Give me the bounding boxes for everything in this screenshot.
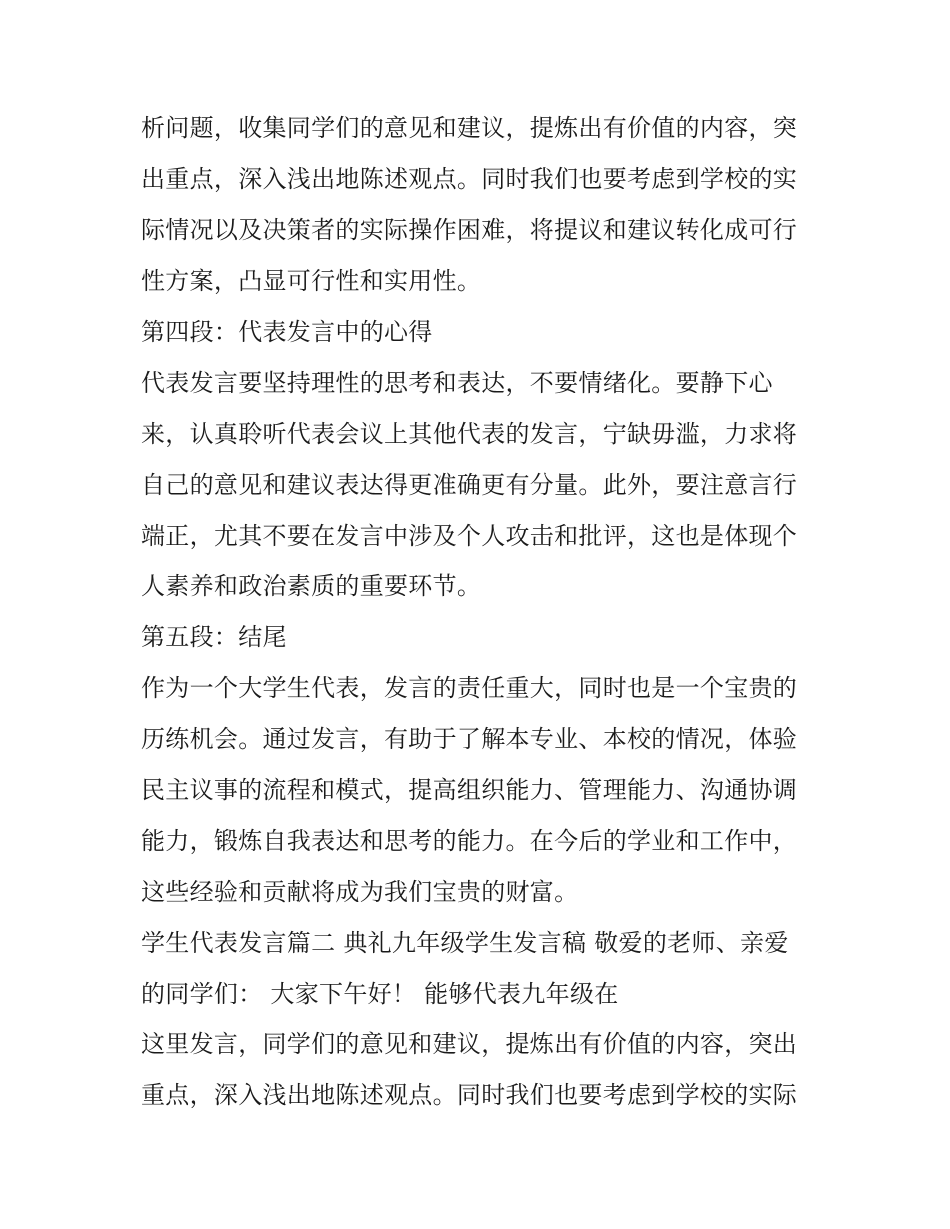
text-line: 析问题，收集同学们的意见和建议，提炼出有价值的内容，突: [141, 114, 798, 142]
text-line: 性方案，凸显可行性和实用性。: [141, 267, 482, 295]
text-line: 代表发言要坚持理性的思考和表达，不要情绪化。要静下心: [141, 369, 773, 397]
text-line: 作为一个大学生代表，发言的责任重大，同时也是一个宝贵的: [141, 674, 798, 702]
text-line: 端正，尤其不要在发言中涉及个人攻击和批评，这也是体现个: [141, 522, 798, 550]
text-line: 来，认真聆听代表会议上其他代表的发言，宁缺毋滥，力求将: [141, 420, 798, 448]
text-line: 重点，深入浅出地陈述观点。同时我们也要考虑到学校的实际: [141, 1081, 798, 1109]
text-line: 人素养和政治素质的重要环节。: [141, 572, 482, 600]
section-heading: 第五段：结尾: [141, 623, 287, 651]
text-line: 际情况以及决策者的实际操作困难，将提议和建议转化成可行: [141, 216, 798, 244]
text-line: 民主议事的流程和模式，提高组织能力、管理能力、沟通协调: [141, 776, 798, 804]
text-line: 学生代表发言篇二 典礼九年级学生发言稿 敬爱的老师、亲爱: [141, 929, 789, 957]
section-heading: 第四段：代表发言中的心得: [141, 318, 433, 346]
text-line: 能力，锻炼自我表达和思考的能力。在今后的学业和工作中，: [141, 827, 798, 855]
text-line: 出重点，深入浅出地陈述观点。同时我们也要考虑到学校的实: [141, 165, 798, 193]
text-line: 这里发言，同学们的意见和建议，提炼出有价值的内容，突出: [141, 1030, 798, 1058]
text-line: 这些经验和贡献将成为我们宝贵的财富。: [141, 878, 579, 906]
text-line: 历练机会。通过发言，有助于了解本专业、本校的情况，体验: [141, 725, 798, 753]
text-line: 的同学们： 大家下午好！ 能够代表九年级在: [141, 980, 619, 1008]
text-line: 自己的意见和建议表达得更准确更有分量。此外，要注意言行: [141, 471, 798, 499]
